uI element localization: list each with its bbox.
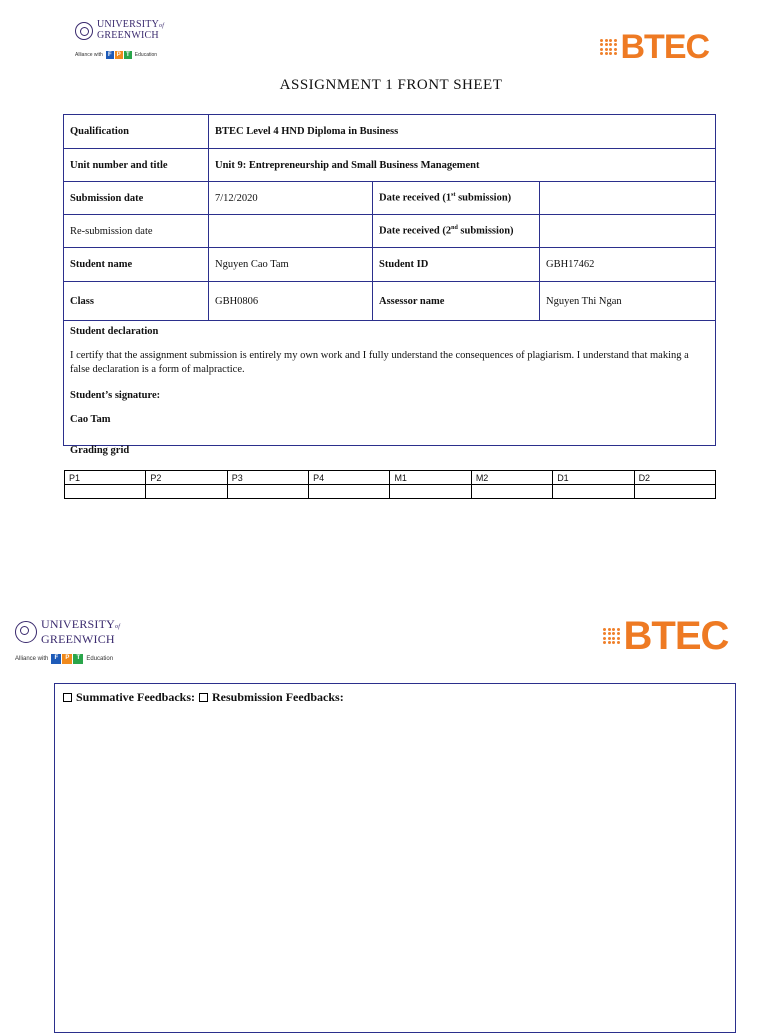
university-line2: GREENWICH: [97, 30, 159, 41]
grade-value-cell: [65, 485, 146, 499]
date-received-2-label: Date received (2nd submission): [373, 215, 540, 248]
submission-date-label: Submission date: [64, 182, 209, 215]
declaration-heading: Student declaration: [70, 326, 159, 337]
student-id-value: GBH17462: [540, 248, 716, 282]
grade-cell-m2: M2: [471, 471, 552, 485]
student-name-label: Student name: [64, 248, 209, 282]
signature-label: Student’s signature:: [70, 390, 161, 401]
grade-value-cell: [146, 485, 227, 499]
grade-value-cell: [309, 485, 390, 499]
university-seal-icon: [15, 621, 37, 643]
fpt-logo-icon: F P T: [51, 654, 83, 664]
submission-date-value: 7/12/2020: [209, 182, 373, 215]
grading-grid-heading: Grading grid: [70, 445, 130, 456]
btec-dots-icon: [600, 39, 617, 56]
grade-cell-p3: P3: [227, 471, 308, 485]
date-received-1-value: [540, 182, 716, 215]
qualification-label: Qualification: [64, 115, 209, 149]
university-logo-page2: [15, 618, 120, 645]
assessor-value: Nguyen Thi Ngan: [540, 282, 716, 321]
feedback-header: [63, 690, 735, 705]
grading-grid: [64, 470, 716, 499]
btec-logo-page2: [603, 616, 728, 656]
grade-cell-m1: M1: [390, 471, 471, 485]
university-of: of: [159, 23, 165, 29]
class-value: GBH0806: [209, 282, 373, 321]
student-name-value: Nguyen Cao Tam: [209, 248, 373, 282]
unit-value: Unit 9: Entrepreneurship and Small Business Management: [209, 149, 716, 182]
grade-value-cell: [471, 485, 552, 499]
university-line1: UNIVERSITY: [41, 617, 115, 631]
resubmission-checkbox[interactable]: [199, 693, 208, 702]
grade-value-cell: [227, 485, 308, 499]
grade-cell-d1: D1: [553, 471, 634, 485]
summative-label: Summative Feedbacks:: [76, 690, 195, 704]
resubmission-date-value: [209, 215, 373, 248]
btec-logo: [600, 30, 709, 64]
university-of: of: [115, 624, 121, 630]
qualification-value: BTEC Level 4 HND Diploma in Business: [209, 115, 716, 149]
education-text: Education: [86, 656, 114, 662]
btec-dots-icon: [603, 628, 620, 645]
fpt-alliance: [75, 51, 157, 59]
university-line1: UNIVERSITY: [97, 19, 159, 30]
front-sheet-table: [63, 114, 716, 446]
date-received-1-label: Date received (1st submission): [373, 182, 540, 215]
grade-value-cell: [634, 485, 715, 499]
student-declaration: [64, 321, 716, 446]
page-title: ASSIGNMENT 1 FRONT SHEET: [279, 77, 503, 93]
date-received-2-value: [540, 215, 716, 248]
grade-cell-p2: P2: [146, 471, 227, 485]
resubmission-date-label: Re-submission date: [64, 215, 209, 248]
grade-value-cell: [553, 485, 634, 499]
btec-logo-text: BTEC: [620, 28, 710, 66]
university-logo: [75, 20, 164, 41]
feedback-box: [54, 683, 736, 1033]
declaration-text: I certify that the assignment submission is entirely my own work and I fully understand the consequences of plagiarism. I understand that making a false declaration is a form of malpractice.: [70, 350, 689, 375]
assessor-label: Assessor name: [373, 282, 540, 321]
class-label: Class: [64, 282, 209, 321]
resubmission-label: Resubmission Feedbacks:: [212, 690, 344, 704]
fpt-logo-icon: F P T: [106, 51, 132, 59]
grade-cell-p1: P1: [65, 471, 146, 485]
alliance-text: Alliance with: [15, 656, 49, 662]
grade-value-cell: [390, 485, 471, 499]
education-text: Education: [134, 52, 158, 58]
grade-cell-p4: P4: [309, 471, 390, 485]
summative-checkbox[interactable]: [63, 693, 72, 702]
btec-logo-text: BTEC: [623, 614, 729, 658]
alliance-text: Alliance with: [75, 52, 103, 58]
student-id-label: Student ID: [373, 248, 540, 282]
grade-cell-d2: D2: [634, 471, 715, 485]
unit-label: Unit number and title: [64, 149, 209, 182]
university-line2: GREENWICH: [41, 632, 115, 646]
signature-value: Cao Tam: [70, 414, 111, 425]
fpt-alliance-page2: [15, 654, 113, 664]
university-seal-icon: [75, 22, 93, 40]
